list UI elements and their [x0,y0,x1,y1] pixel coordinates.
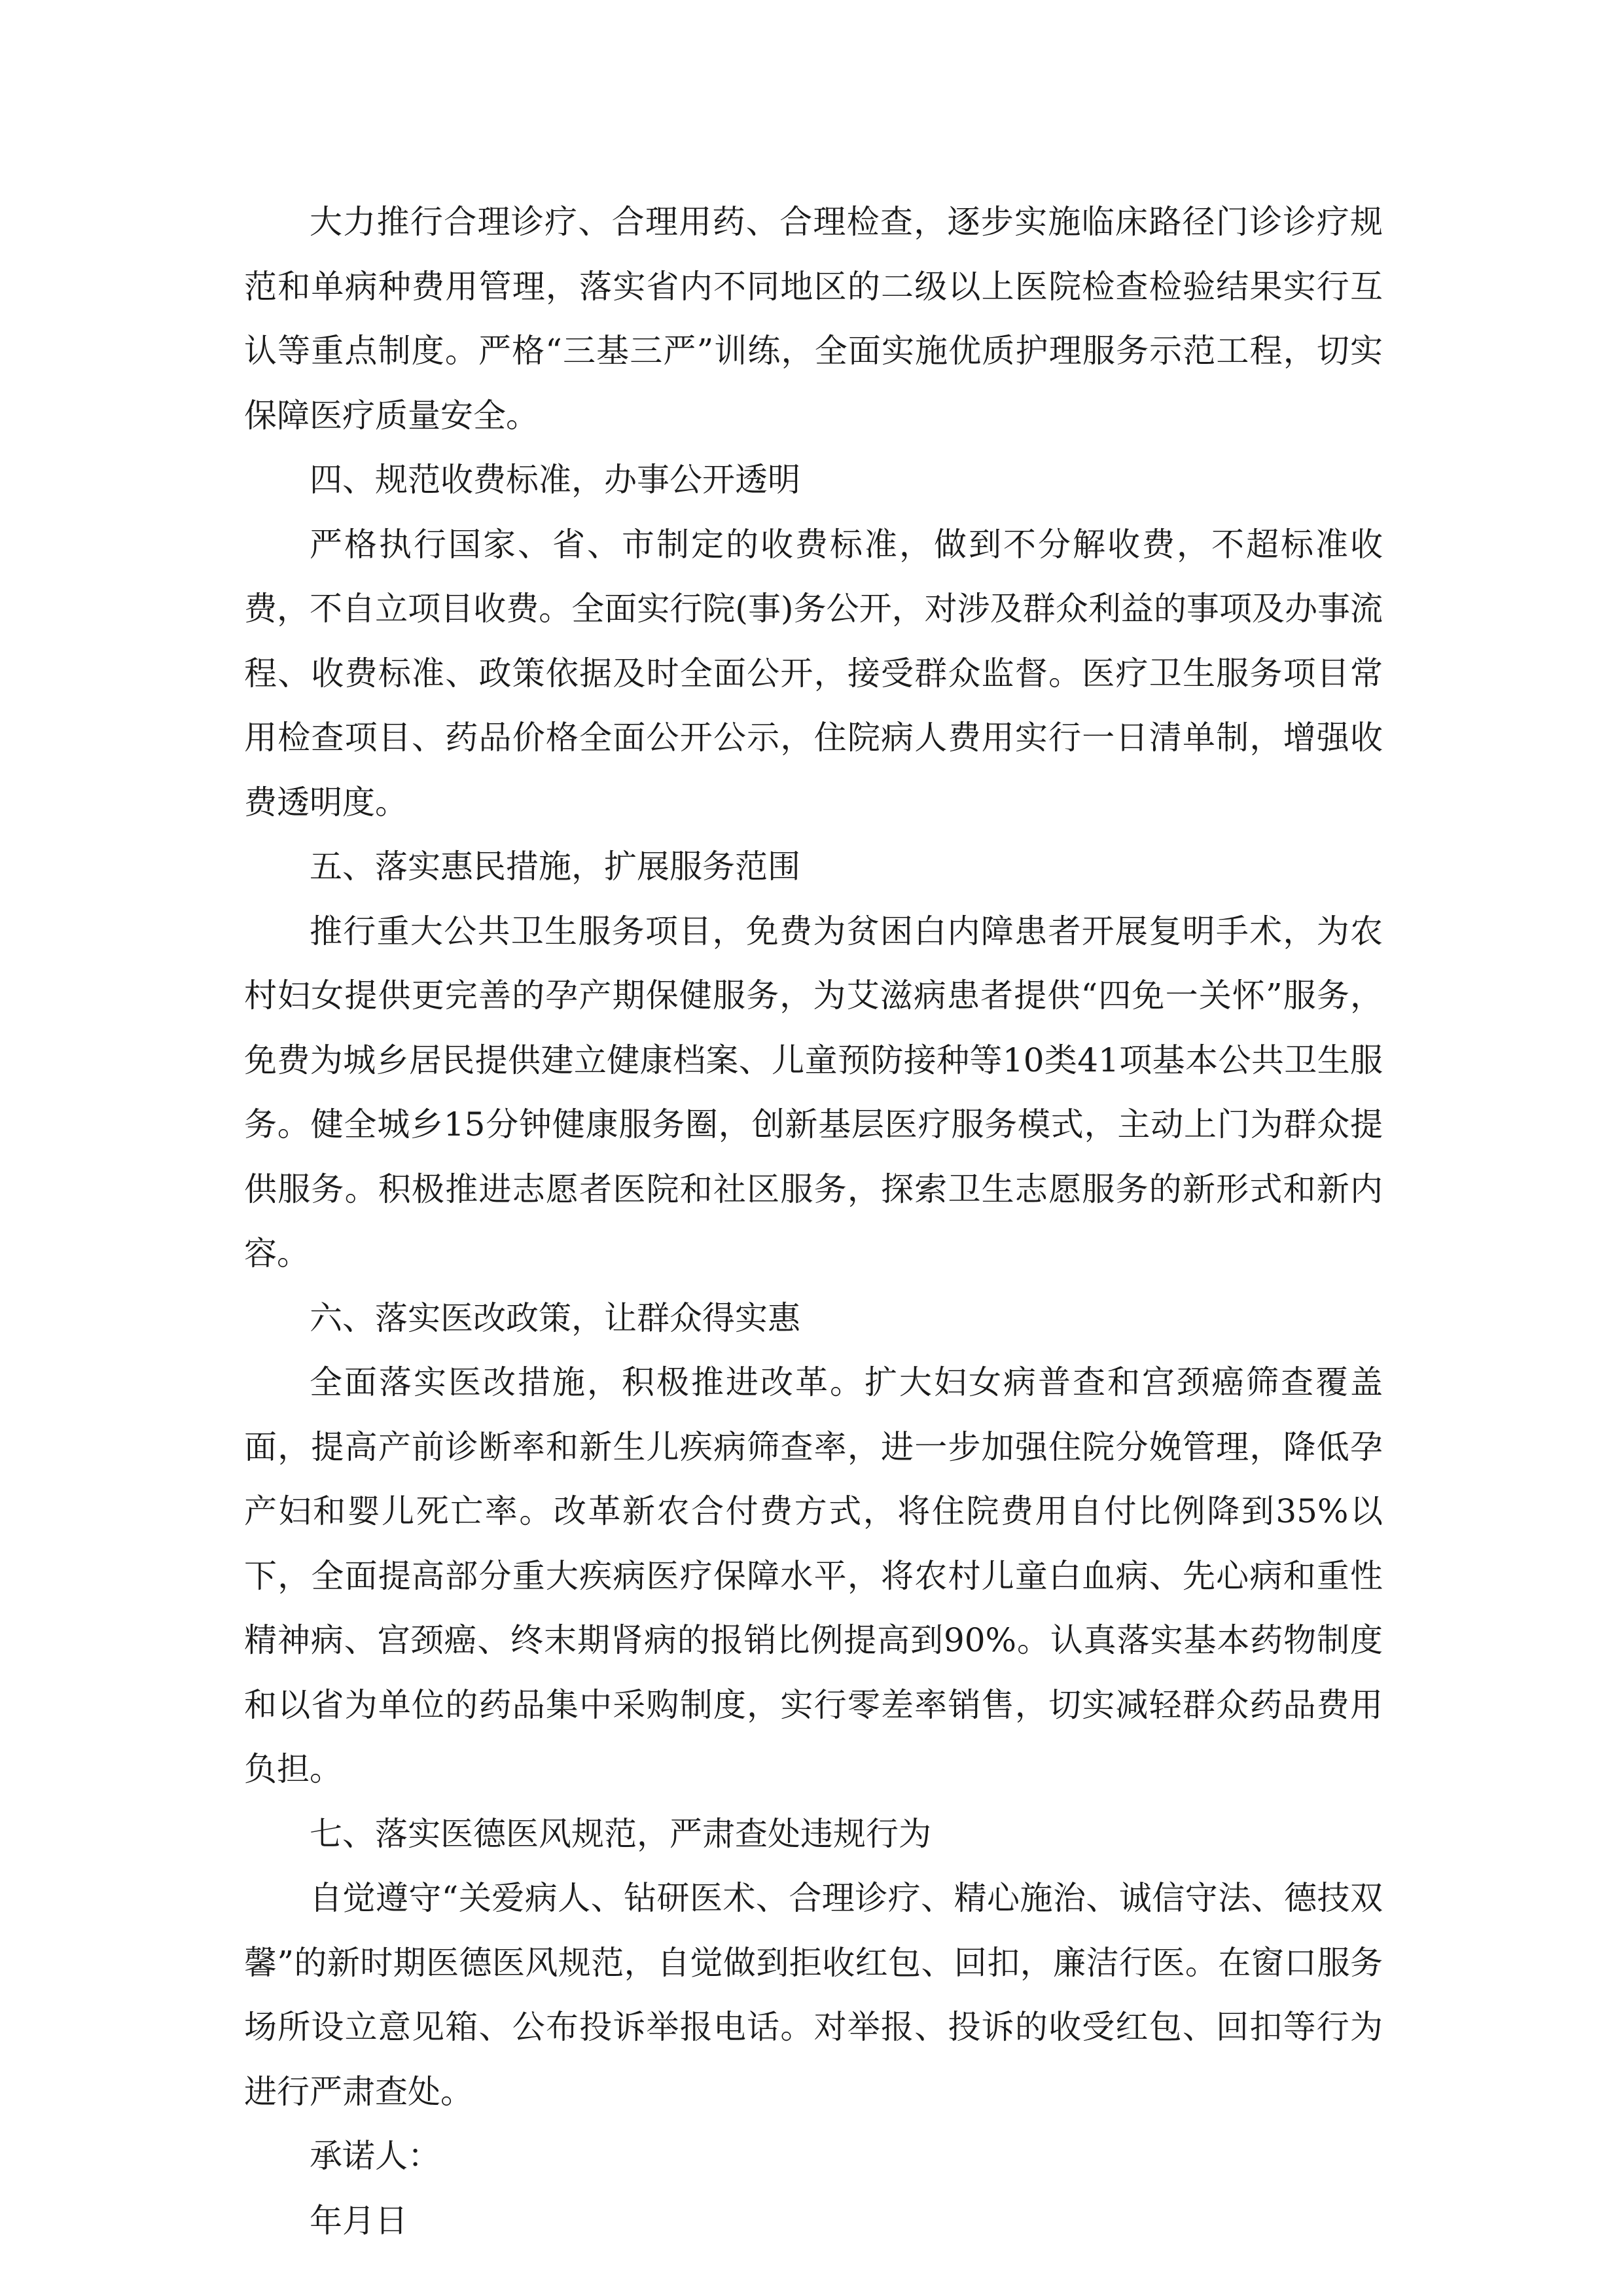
signatory-label: 承诺人： [310,2137,440,2175]
paragraph-fee-standards: 严格执行国家、省、市制定的收费标准，做到不分解收费，不超标准收费，不自立项目收费。全面实行院(事)务公开，对涉及群众利益的事项及办事流程、收费标准、政策依据及时全面公开，接受群众监督。医疗卫生服务项目常用检查项目、药品价格全面公开公示，住院病人费用实行一日清单制，增强收费透明度。 [244,525,1383,821]
section-heading-5: 五、落实惠民措施，扩展服务范围 [310,848,800,886]
paragraph-public-health-services: 推行重大公共卫生服务项目，免费为贫困白内障患者开展复明手术，为农村妇女提供更完善的孕产期保健服务，为艾滋病患者提供“四免一关怀”服务，免费为城乡居民提供建立健康档案、儿童预防接种等10类41项基本公共卫生服务。健全城乡15分钟健康服务圈，创新基层医疗服务模式，主动上门为群众提供服务。积极推进志愿者医院和社区服务，探索卫生志愿服务的新形式和新内容。 [244,912,1383,1272]
section-heading-6: 六、落实医改政策，让群众得实惠 [310,1299,800,1337]
paragraph-medical-quality: 大力推行合理诊疗、合理用药、合理检查，逐步实施临床路径门诊诊疗规范和单病种费用管理，落实省内不同地区的二级以上医院检查检验结果实行互认等重点制度。严格“三基三严”训练，全面实施优质护理服务示范工程，切实保障医疗质量安全。 [244,203,1383,435]
section-heading-4: 四、规范收费标准，办事公开透明 [310,461,800,499]
paragraph-medical-reform: 全面落实医改措施，积极推进改革。扩大妇女病普查和宫颈癌筛查覆盖面，提高产前诊断率和新生儿疾病筛查率，进一步加强住院分娩管理，降低孕产妇和婴儿死亡率。改革新农合付费方式，将住院费用自付比例降到35%以下，全面提高部分重大疾病医疗保障水平，将农村儿童白血病、先心病和重性精神病、宫颈癌、终末期肾病的报销比例提高到90%。认真落实基本药物制度和以省为单位的药品集中采购制度，实行零差率销售，切实减轻群众药品费用负担。 [244,1363,1383,1788]
date-line: 年月日 [310,2201,408,2240]
section-heading-7: 七、落实医德医风规范，严肃查处违规行为 [310,1814,931,1853]
paragraph-medical-ethics: 自觉遵守“关爱病人、钻研医术、合理诊疗、精心施治、诚信守法、德技双馨”的新时期医德医风规范，自觉做到拒收红包、回扣，廉洁行医。在窗口服务场所设立意见箱、公布投诉举报电话。对举报、投诉的收受红包、回扣等行为进行严肃查处。 [244,1879,1383,2111]
document-body [244,190,1383,2253]
